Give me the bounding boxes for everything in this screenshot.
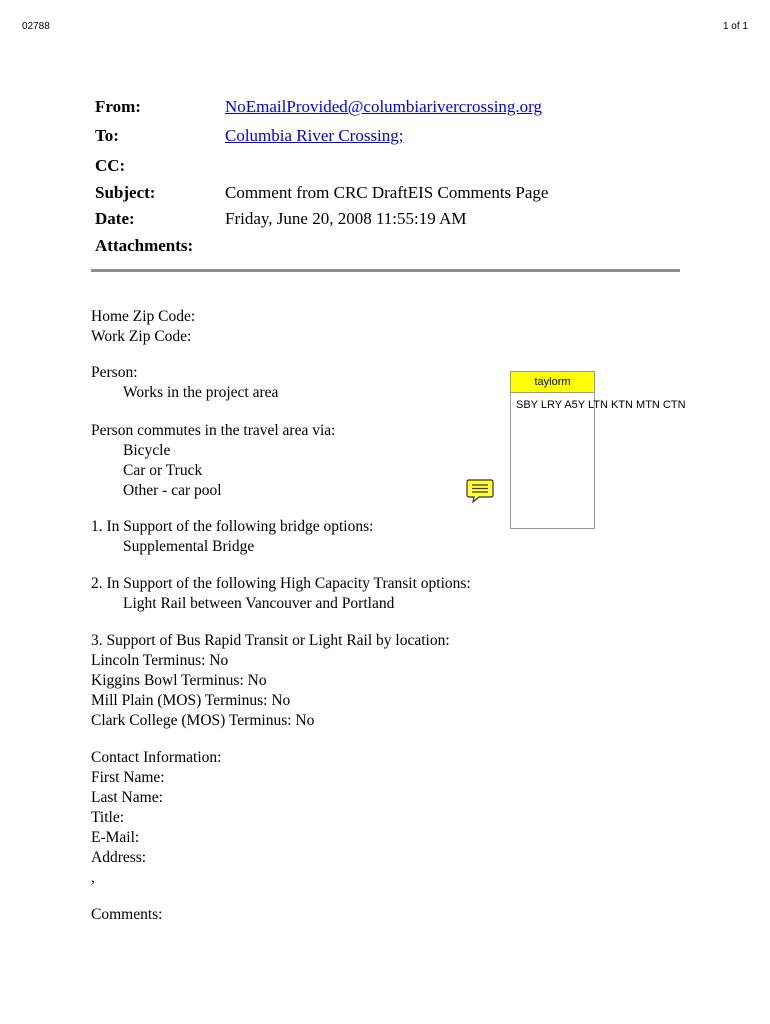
comment-note-icon[interactable]: [466, 478, 494, 504]
page-number: 1 of 1: [722, 21, 748, 32]
commute-item: Car or Truck: [123, 462, 203, 479]
home-zip-label: Home Zip Code:: [91, 308, 196, 325]
location-item: Lincoln Terminus: No: [91, 652, 229, 669]
from-label: From:: [95, 97, 141, 116]
document-id: 02788: [22, 21, 50, 32]
header-divider: [91, 269, 680, 272]
bridge-block: [91, 517, 373, 557]
commute-block: [91, 421, 335, 501]
address-label: Address:: [91, 849, 147, 866]
transit-value: Light Rail between Vancouver and Portland: [123, 595, 395, 612]
work-zip-label: Work Zip Code:: [91, 328, 192, 345]
comments-block: [91, 905, 162, 925]
bridge-label: 1. In Support of the following bridge options:: [91, 518, 374, 535]
person-block: [91, 363, 278, 403]
person-value: Works in the project area: [123, 384, 279, 401]
date-label: Date:: [95, 209, 135, 228]
address-value: ,: [91, 869, 95, 886]
bridge-value: Supplemental Bridge: [123, 538, 255, 555]
annotation-author: taylorm: [511, 372, 594, 393]
email-label: E-Mail:: [91, 829, 140, 846]
annotation-text: SBY LRY A5Y LTN KTN MTN CTN: [516, 399, 686, 411]
contact-block: [91, 748, 221, 888]
location-item: Clark College (MOS) Terminus: No: [91, 712, 315, 729]
location-block: [91, 631, 450, 731]
contact-label: Contact Information:: [91, 749, 222, 766]
to-recipient-link[interactable]: Columbia River Crossing;: [225, 126, 404, 145]
first-name-label: First Name:: [91, 769, 165, 786]
title-label: Title:: [91, 809, 125, 826]
cc-label: CC:: [95, 156, 126, 175]
date-value: Friday, June 20, 2008 11:55:19 AM: [225, 209, 467, 228]
subject-value: Comment from CRC DraftEIS Comments Page: [225, 183, 549, 202]
annotation-popup[interactable]: [510, 371, 595, 529]
location-item: Mill Plain (MOS) Terminus: No: [91, 692, 291, 709]
attachments-label: Attachments:: [95, 236, 194, 255]
from-email-link[interactable]: NoEmailProvided@columbiarivercrossing.org: [225, 97, 543, 116]
last-name-label: Last Name:: [91, 789, 163, 806]
location-label: 3. Support of Bus Rapid Transit or Light Rail by location:: [91, 632, 450, 649]
transit-label: 2. In Support of the following High Capacity Transit options:: [91, 575, 471, 592]
commute-item: Bicycle: [123, 442, 171, 459]
location-item: Kiggins Bowl Terminus: No: [91, 672, 267, 689]
zip-block: [91, 307, 195, 347]
transit-block: [91, 574, 471, 614]
subject-label: Subject:: [95, 183, 156, 202]
comments-label: Comments:: [91, 906, 163, 923]
commute-item: Other - car pool: [123, 482, 222, 499]
to-label: To:: [95, 126, 119, 145]
commute-label: Person commutes in the travel area via:: [91, 422, 336, 439]
person-label: Person:: [91, 364, 138, 381]
